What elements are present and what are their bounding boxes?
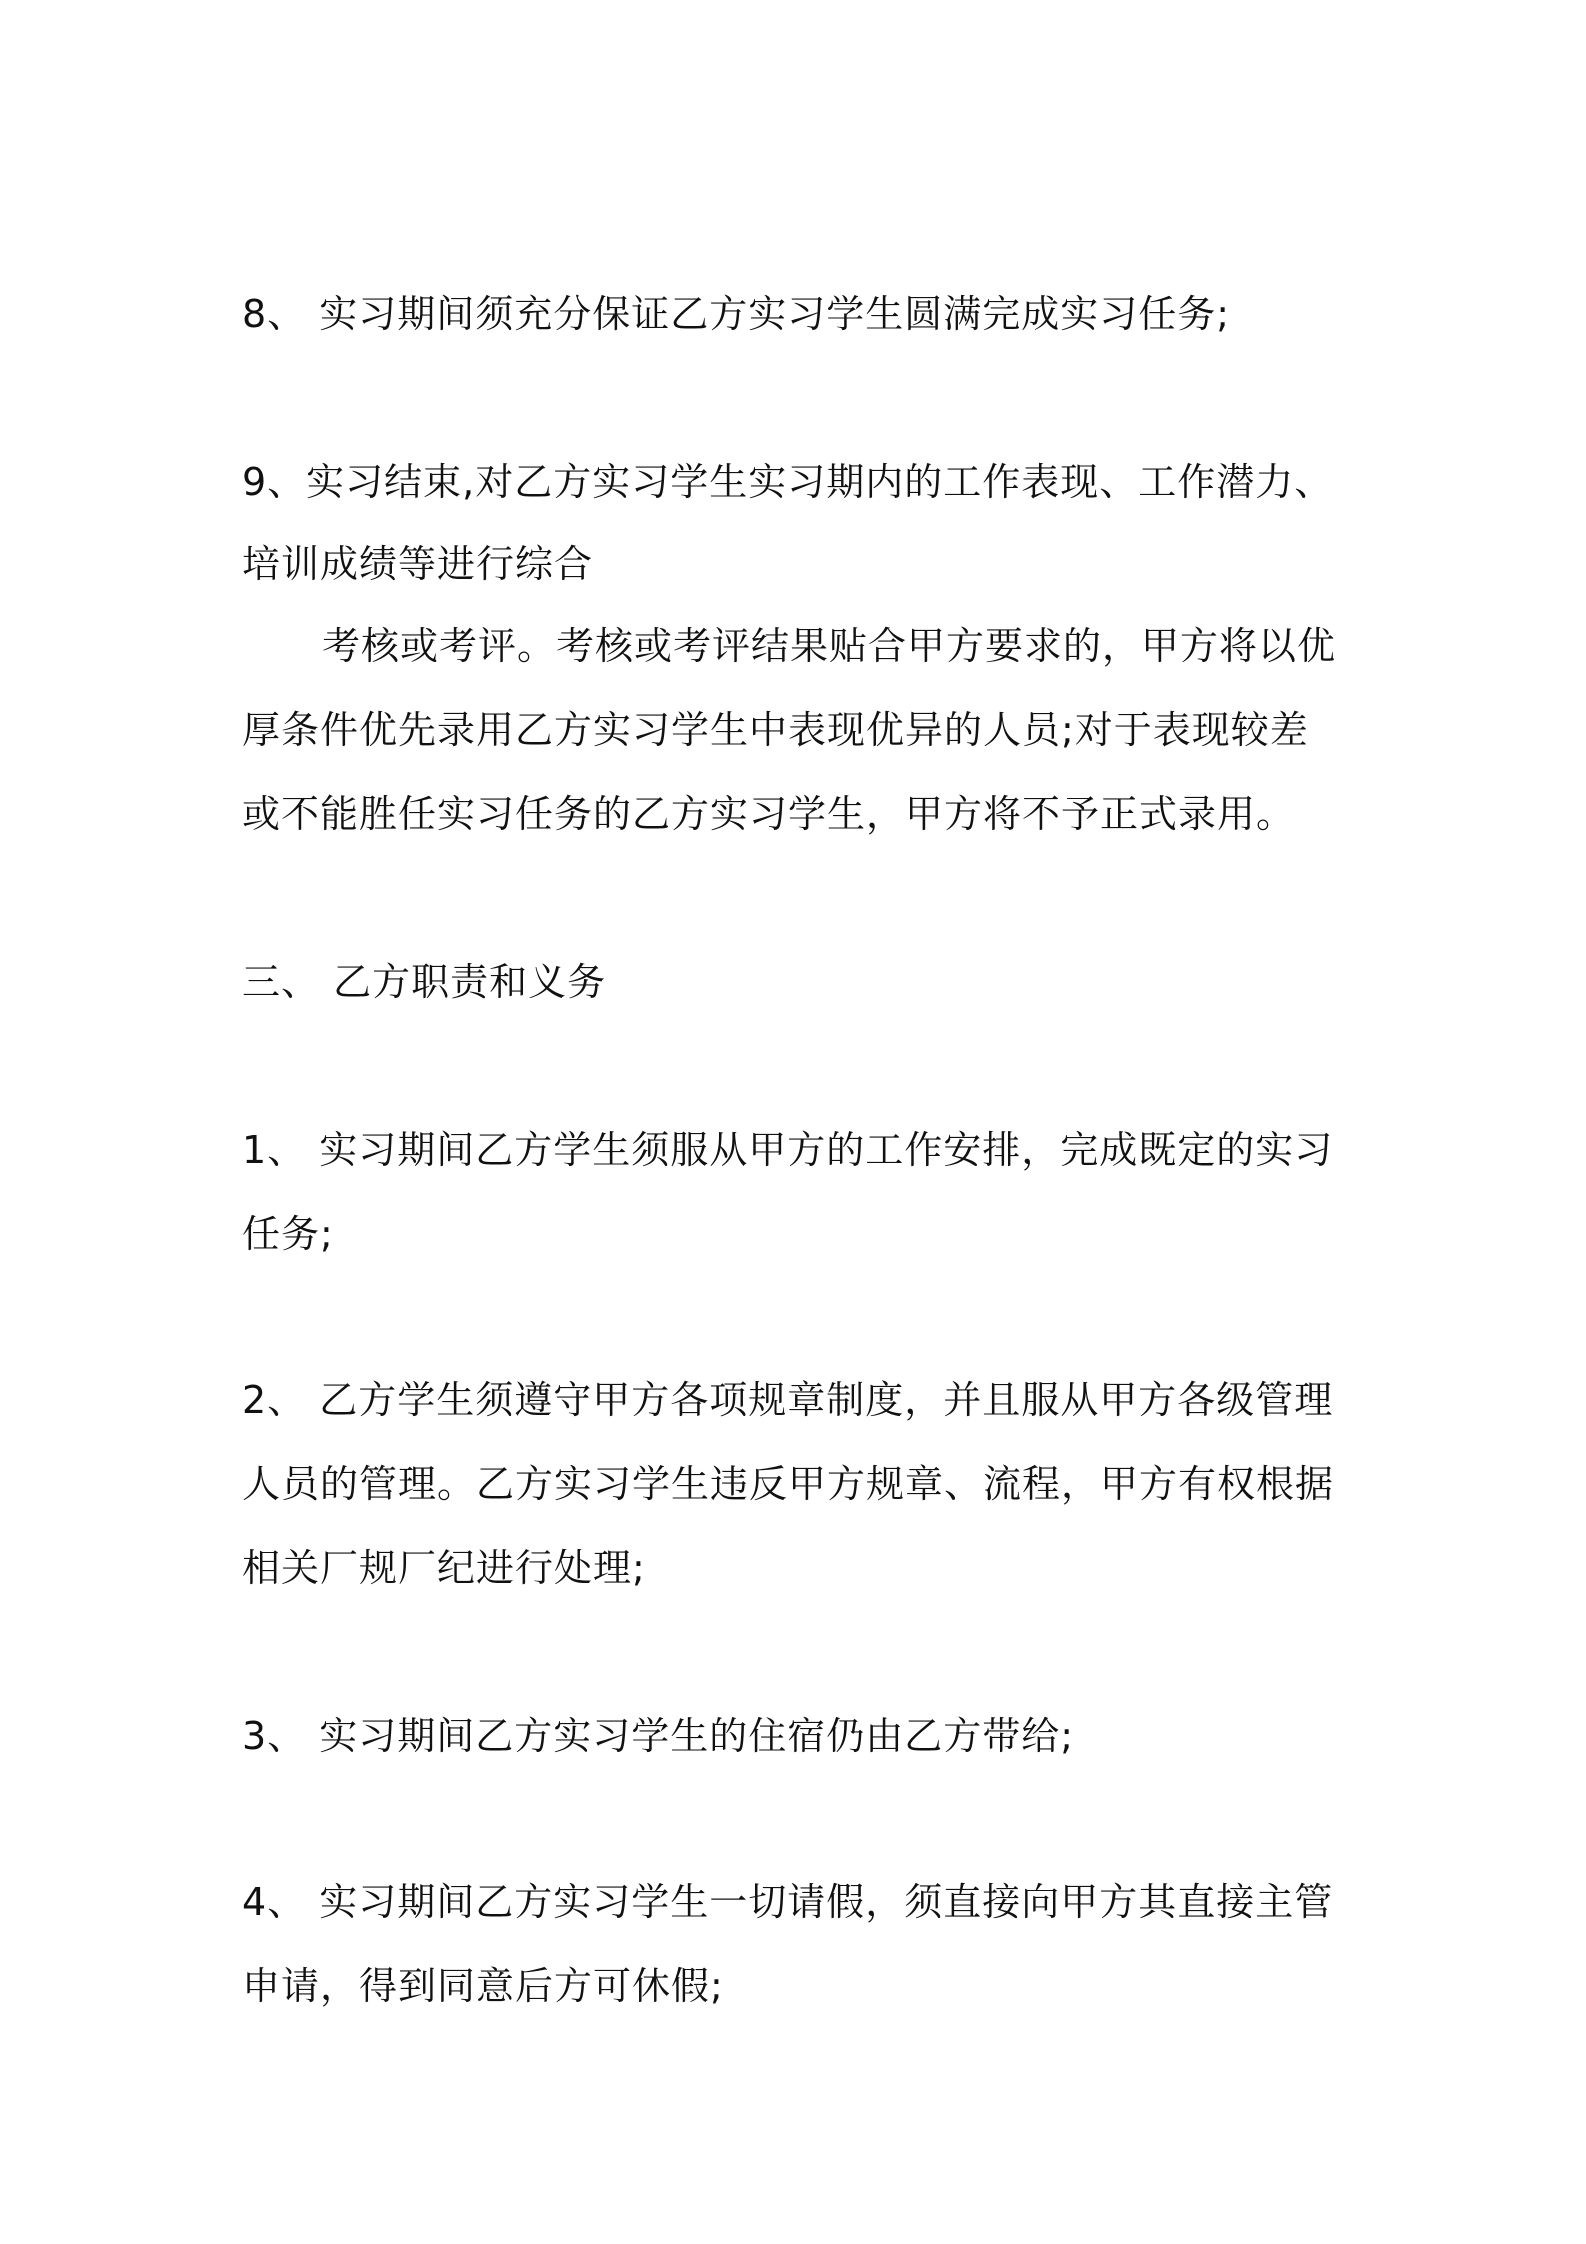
duty-4-line-2: 申请，得到同意后方可休假;: [242, 1964, 724, 2008]
duty-2-line-3: 相关厂规厂纪进行处理;: [242, 1546, 646, 1590]
duty-1-line-1: 1、 实习期间乙方学生须服从甲方的工作安排，完成既定的实习: [242, 1128, 1334, 1172]
duty-3: 3、 实习期间乙方实习学生的住宿仍由乙方带给;: [242, 1714, 1075, 1758]
duty-2-line-1: 2、 乙方学生须遵守甲方各项规章制度，并且服从甲方各级管理: [242, 1378, 1334, 1422]
duty-4-line-1: 4、 实习期间乙方实习学生一切请假，须直接向甲方其直接主管: [242, 1880, 1334, 1924]
clause-9-line-2: 培训成绩等进行综合: [242, 542, 594, 586]
clause-9-line-1: 9、实习结束,对乙方实习学生实习期内的工作表现、工作潜力、: [242, 460, 1334, 504]
clause-9-line-3: 考核或考评。考核或考评结果贴合甲方要求的，甲方将以优: [322, 624, 1337, 668]
clause-9-line-4: 厚条件优先录用乙方实习学生中表现优异的人员;对于表现较差: [242, 708, 1309, 752]
duty-1-line-2: 任务;: [242, 1212, 334, 1256]
duty-2-line-2: 人员的管理。乙方实习学生违反甲方规章、流程，甲方有权根据: [242, 1462, 1335, 1506]
clause-9-line-5: 或不能胜任实习任务的乙方实习学生，甲方将不予正式录用。: [242, 792, 1296, 836]
clause-8: 8、 实习期间须充分保证乙方实习学生圆满完成实习任务;: [242, 292, 1231, 336]
section-heading: 三、 乙方职责和义务: [242, 960, 607, 1004]
